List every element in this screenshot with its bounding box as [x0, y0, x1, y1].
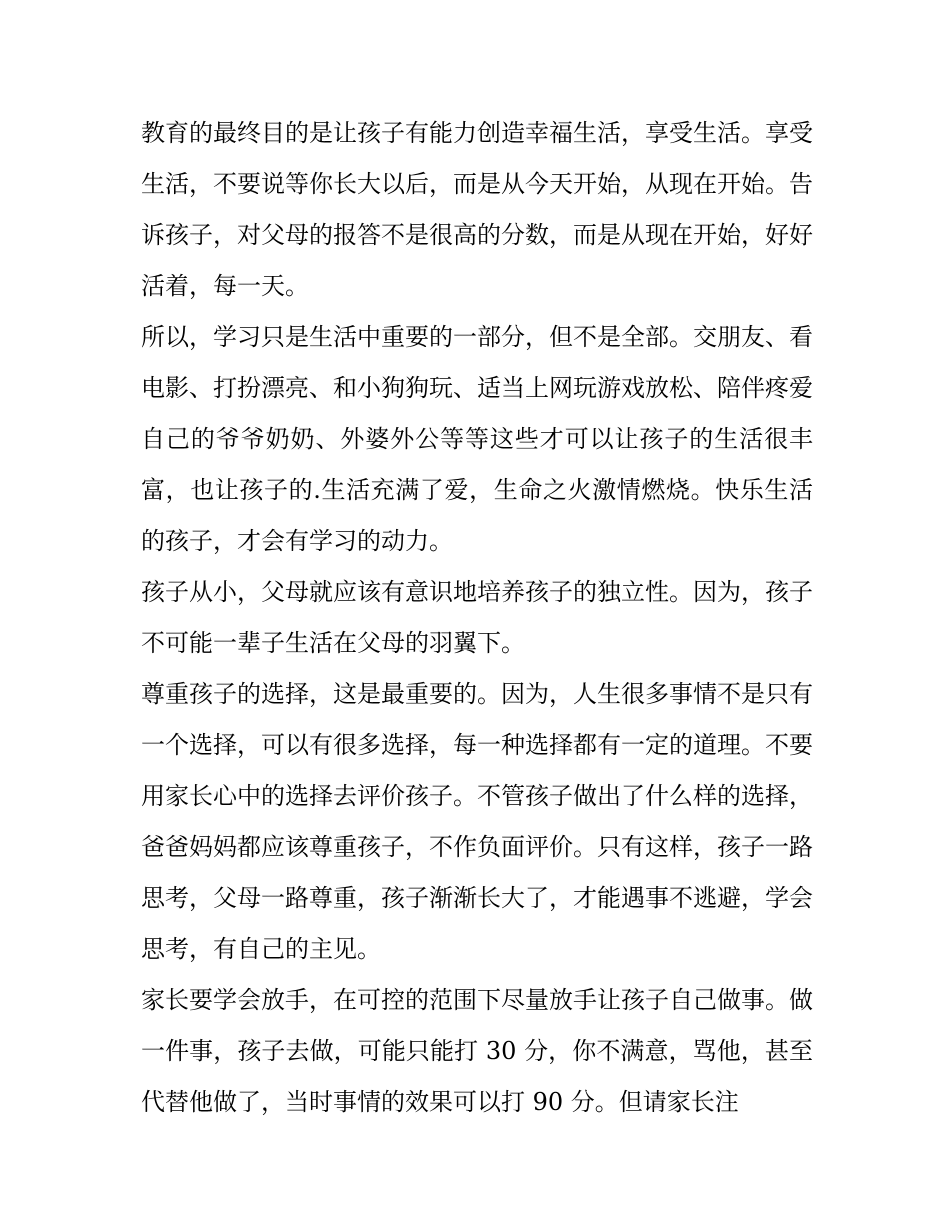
- document-body: [141, 108, 813, 1128]
- paragraph-4: 尊重孩子的选择，这是最重要的。因为，人生很多事情不是只有一个选择，可以有很多选择，每一种选择都有一定的道理。不要用家长心中的选择去评价孩子。不管孩子做出了什么样的选择，爸爸妈妈都应该尊重孩子，不作负面评价。只有这样，孩子一路思考，父母一路尊重，孩子渐渐长大了，才能遇事不逃避，学会思考，有自己的主见。: [141, 680, 813, 963]
- paragraph-5: 家长要学会放手，在可控的范围下尽量放手让孩子自己做事。做一件事，孩子去做，可能只能打 30 分，你不满意，骂他，甚至代替他做了，当时事情的效果可以打 90 分。但请家长注: [141, 986, 813, 1116]
- paragraph-2: 所以，学习只是生活中重要的一部分，但不是全部。交朋友、看电影、打扮漂亮、和小狗狗玩、适当上网玩游戏放松、陪伴疼爱自己的爷爷奶奶、外婆外公等等这些才可以让孩子的生活很丰富，也让孩子的.生活充满了爱，生命之火激情燃烧。快乐生活的孩子，才会有学习的动力。: [141, 323, 813, 555]
- paragraph-1: 教育的最终目的是让孩子有能力创造幸福生活，享受生活。享受生活，不要说等你长大以后，而是从今天开始，从现在开始。告诉孩子，对父母的报答不是很高的分数，而是从现在开始，好好活着，每一天。: [141, 119, 813, 300]
- paragraph-3: 孩子从小，父母就应该有意识地培养孩子的独立性。因为，孩子不可能一辈子生活在父母的羽翼下。: [141, 578, 813, 657]
